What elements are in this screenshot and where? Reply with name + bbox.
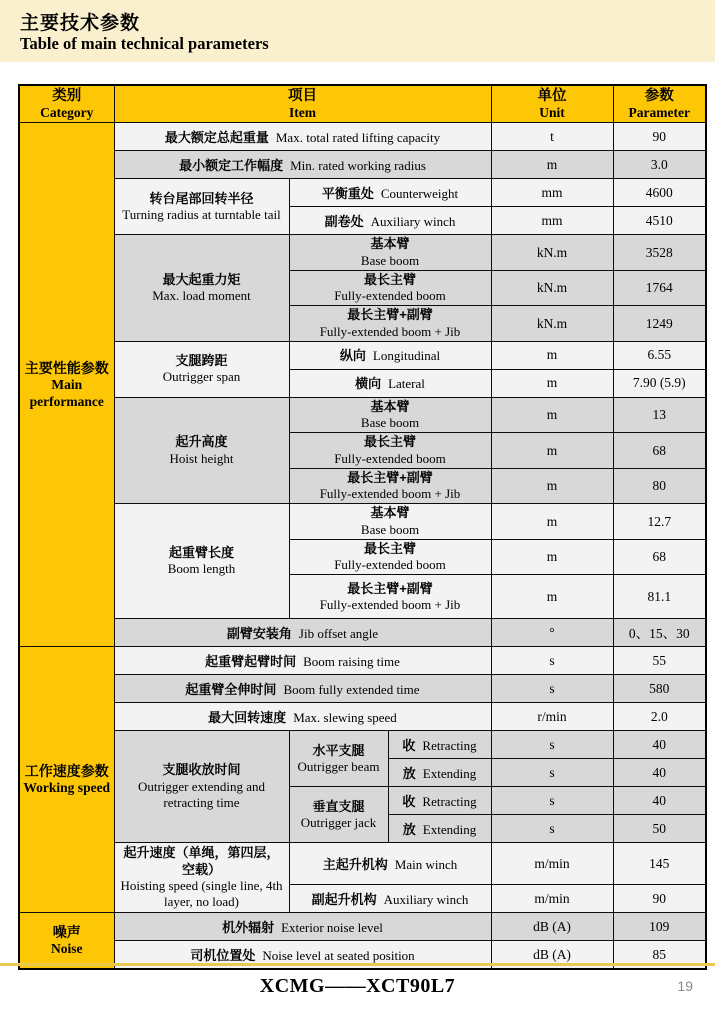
value-text: 1249 [645, 315, 673, 331]
unit-text: m [546, 375, 558, 391]
unit-text: s [549, 736, 555, 752]
unit-cell [491, 306, 613, 342]
unit-cell [491, 647, 613, 675]
table-row [19, 397, 706, 433]
technical-parameters-table [18, 84, 707, 970]
category-working-speed-en: Working speed [23, 780, 111, 796]
item-en: Boom raising time [303, 653, 400, 669]
value-cell [613, 575, 706, 619]
group-en: Outrigger extending and retracting time [137, 778, 266, 810]
item-zh: 横向 [355, 376, 382, 392]
item-zh: 基本臂 [370, 505, 410, 521]
item-en: Counterweight [380, 185, 459, 201]
item-cell [289, 575, 491, 619]
unit-text: m [546, 442, 558, 458]
value-text: 85 [652, 946, 666, 962]
group-zh: 转台尾部回转半径 [149, 190, 254, 206]
item-cell [114, 619, 491, 647]
unit-text: ° [549, 624, 555, 640]
item-cell [289, 207, 491, 235]
unit-cell [491, 539, 613, 575]
item-en: Noise level at seated position [262, 947, 415, 963]
value-text: 145 [649, 855, 670, 871]
value-cell [613, 731, 706, 759]
unit-cell [491, 235, 613, 271]
group-hoist-height [114, 397, 289, 504]
category-working-speed [19, 647, 114, 913]
item-cell [289, 504, 491, 540]
item-cell [388, 731, 491, 759]
item-zh: 最长主臂 [363, 540, 416, 556]
item-en: Auxiliary winch [370, 213, 456, 229]
header-category-zh: 类别 [52, 88, 82, 104]
unit-text: r/min [537, 708, 567, 724]
group-hoisting-speed [114, 843, 289, 913]
item-zh: 最长主臂+副臂 [347, 469, 433, 485]
table-row [19, 731, 706, 759]
table-header-row [19, 85, 706, 123]
unit-cell [491, 504, 613, 540]
value-text: 4510 [645, 212, 673, 228]
header-parameter [613, 85, 706, 123]
unit-cell [491, 433, 613, 469]
item-zh: 最长主臂+副臂 [347, 580, 433, 596]
unit-text: dB (A) [533, 946, 571, 962]
page-title-en: Table of main technical parameters [20, 34, 269, 53]
item-cell [114, 647, 491, 675]
header-parameter-zh: 参数 [644, 88, 674, 104]
group-en: Hoisting speed (single line, 4th layer, no load) [120, 877, 283, 910]
category-noise-en: Noise [51, 941, 83, 957]
value-cell [613, 885, 706, 913]
value-cell [613, 179, 706, 207]
value-text: 68 [652, 442, 666, 458]
item-cell [289, 341, 491, 369]
item-zh: 放 [402, 821, 416, 837]
unit-text: s [549, 764, 555, 780]
item-en: Extending [422, 821, 477, 837]
unit-text: m [546, 156, 558, 172]
group-outrigger-span [114, 341, 289, 397]
unit-text: s [549, 652, 555, 668]
page-title-zh: 主要技术参数 [20, 13, 141, 34]
group-outrigger-time [114, 731, 289, 843]
item-cell [114, 151, 491, 179]
header-unit-en: Unit [539, 105, 565, 121]
value-cell [613, 151, 706, 179]
header-item [114, 85, 491, 123]
item-zh: 副卷处 [324, 213, 364, 229]
unit-text: m [546, 588, 558, 604]
item-zh: 机外辐射 [222, 919, 275, 935]
category-working-speed-zh: 工作速度参数 [24, 763, 109, 780]
item-en: Fully-extended boom + Jib [319, 596, 461, 612]
value-cell [613, 675, 706, 703]
item-en: Boom fully extended time [283, 681, 420, 697]
unit-cell [491, 675, 613, 703]
item-zh: 起重臂全伸时间 [185, 681, 277, 697]
table-row [19, 619, 706, 647]
item-en: Fully-extended boom + Jib [319, 486, 461, 502]
unit-cell [491, 369, 613, 397]
item-zh: 副臂安装角 [226, 625, 292, 641]
item-cell [289, 270, 491, 306]
item-cell [388, 759, 491, 787]
value-cell [613, 539, 706, 575]
item-en: Fully-extended boom [334, 288, 446, 304]
value-text: 12.7 [647, 513, 672, 529]
value-cell [613, 815, 706, 843]
item-zh: 副起升机构 [311, 891, 377, 907]
unit-cell [491, 207, 613, 235]
value-text: 40 [652, 764, 666, 780]
group-en: Boom length [167, 561, 236, 577]
unit-cell [491, 787, 613, 815]
value-cell [613, 123, 706, 151]
group-outrigger-jack [289, 787, 388, 843]
value-cell [613, 207, 706, 235]
item-zh: 最小额定工作幅度 [179, 157, 284, 173]
value-cell [613, 270, 706, 306]
item-en: Auxiliary winch [383, 891, 469, 907]
unit-cell [491, 468, 613, 504]
category-main-performance-zh: 主要性能参数 [24, 359, 109, 376]
unit-cell [491, 731, 613, 759]
item-cell [289, 179, 491, 207]
item-zh: 主起升机构 [322, 856, 388, 872]
group-en: Outrigger span [162, 369, 241, 385]
unit-cell [491, 885, 613, 913]
unit-text: m/min [534, 890, 570, 906]
table-row [19, 504, 706, 540]
item-zh: 收 [402, 793, 416, 809]
unit-text: dB (A) [533, 918, 571, 934]
unit-text: mm [541, 212, 563, 228]
value-text: 6.55 [647, 347, 672, 363]
item-zh: 平衡重处 [321, 185, 374, 201]
unit-cell [491, 703, 613, 731]
item-cell [388, 815, 491, 843]
table-row [19, 843, 706, 885]
item-en: Max. slewing speed [293, 709, 397, 725]
item-zh: 最长主臂 [363, 271, 416, 287]
value-text: 50 [652, 820, 666, 836]
value-cell [613, 397, 706, 433]
header-parameter-en: Parameter [628, 105, 690, 121]
group-zh: 起升速度（单绳，第四层，空载） [123, 845, 280, 877]
unit-cell [491, 179, 613, 207]
value-cell [613, 504, 706, 540]
value-cell [613, 619, 706, 647]
group-en: Outrigger beam [297, 758, 380, 774]
value-text: 13 [652, 407, 666, 423]
group-en: Outrigger jack [300, 814, 377, 830]
table-row [19, 703, 706, 731]
header-unit [491, 85, 613, 123]
table-row [19, 341, 706, 369]
unit-text: kN.m [536, 244, 568, 260]
group-load-moment [114, 235, 289, 342]
item-zh: 司机位置处 [190, 947, 256, 963]
unit-text: s [549, 792, 555, 808]
item-en: Lateral [388, 376, 425, 392]
item-en: Longitudinal [372, 348, 441, 364]
item-cell [289, 369, 491, 397]
item-cell [289, 843, 491, 885]
group-zh: 起升高度 [175, 434, 228, 450]
header-category-en: Category [40, 105, 94, 121]
title-band [0, 0, 715, 62]
value-cell [613, 647, 706, 675]
item-cell [114, 703, 491, 731]
table-row [19, 675, 706, 703]
value-cell [613, 759, 706, 787]
item-cell [289, 433, 491, 469]
item-en: Base boom [360, 521, 420, 537]
item-en: Base boom [360, 252, 420, 268]
table-row [19, 647, 706, 675]
item-zh: 放 [402, 765, 416, 781]
unit-cell [491, 815, 613, 843]
category-main-performance [19, 123, 114, 647]
value-text: 580 [649, 680, 670, 696]
unit-text: m [546, 347, 558, 363]
header-item-en: Item [289, 105, 316, 121]
item-cell [114, 123, 491, 151]
group-zh: 支腿收放时间 [162, 762, 241, 778]
item-zh: 收 [402, 737, 416, 753]
item-en: Exterior noise level [281, 919, 383, 935]
item-zh: 纵向 [339, 348, 366, 364]
value-text: 3528 [645, 244, 673, 260]
header-unit-zh: 单位 [537, 88, 567, 104]
table-row [19, 179, 706, 207]
item-zh: 最长主臂+副臂 [347, 307, 433, 323]
item-en: Retracting [422, 793, 477, 809]
group-en: Hoist height [169, 450, 234, 466]
unit-text: m [546, 549, 558, 565]
value-cell [613, 341, 706, 369]
value-cell [613, 843, 706, 885]
item-cell [114, 913, 491, 941]
value-text: 109 [649, 918, 670, 934]
group-zh: 支腿跨距 [175, 353, 228, 369]
item-en: Jib offset angle [298, 625, 379, 641]
table-row [19, 235, 706, 271]
group-turning-radius [114, 179, 289, 235]
unit-text: s [549, 820, 555, 836]
value-text: 4600 [645, 184, 673, 200]
page-number: 19 [677, 978, 693, 994]
value-text: 3.0 [650, 156, 668, 172]
table-row [19, 123, 706, 151]
unit-cell [491, 151, 613, 179]
category-noise-zh: 噪声 [52, 924, 81, 941]
value-text: 40 [652, 792, 666, 808]
unit-text: kN.m [536, 280, 568, 296]
item-en: Fully-extended boom [334, 450, 446, 466]
value-text: 55 [652, 652, 666, 668]
header-category [19, 85, 114, 123]
item-zh: 基本臂 [370, 236, 410, 252]
value-text: 7.90 (5.9) [632, 375, 686, 391]
unit-cell [491, 913, 613, 941]
item-cell [114, 675, 491, 703]
item-cell [289, 397, 491, 433]
item-en: Main winch [394, 856, 458, 872]
item-cell [289, 885, 491, 913]
value-cell [613, 468, 706, 504]
value-cell [613, 306, 706, 342]
value-text: 1764 [645, 280, 673, 296]
unit-text: m [546, 513, 558, 529]
item-en: Extending [422, 765, 477, 781]
unit-text: t [550, 128, 554, 144]
group-boom-length [114, 504, 289, 619]
group-zh: 最大起重力矩 [162, 271, 241, 287]
item-en: Fully-extended boom [334, 557, 446, 573]
footer-divider-line [0, 963, 715, 966]
item-en: Min. rated working radius [290, 157, 426, 173]
unit-text: m [546, 478, 558, 494]
category-main-performance-en: Main performance [29, 377, 104, 409]
unit-text: kN.m [536, 315, 568, 331]
value-text: 40 [652, 736, 666, 752]
item-en: Fully-extended boom + Jib [319, 323, 461, 339]
value-cell [613, 913, 706, 941]
item-zh: 起重臂起臂时间 [205, 653, 297, 669]
item-cell [289, 306, 491, 342]
unit-cell [491, 843, 613, 885]
value-text: 81.1 [647, 588, 672, 604]
value-cell [613, 787, 706, 815]
item-zh: 基本臂 [370, 398, 410, 414]
unit-text: m [546, 407, 558, 423]
unit-cell [491, 759, 613, 787]
unit-text: s [549, 680, 555, 696]
value-text: 90 [652, 128, 666, 144]
item-zh: 最长主臂 [363, 434, 416, 450]
value-text: 90 [652, 890, 666, 906]
value-cell [613, 369, 706, 397]
unit-cell [491, 270, 613, 306]
value-text: 68 [652, 549, 666, 565]
item-cell [289, 539, 491, 575]
item-cell [289, 468, 491, 504]
group-en: Turning radius at turntable tail [122, 206, 281, 222]
group-zh: 垂直支腿 [312, 798, 365, 814]
unit-text: m/min [534, 855, 570, 871]
value-cell [613, 235, 706, 271]
footer-model-text: XCMG——XCT90L7 [259, 975, 456, 997]
value-cell [613, 433, 706, 469]
value-text: 80 [652, 478, 666, 494]
group-zh: 起重臂长度 [168, 545, 234, 561]
item-zh: 最大回转速度 [208, 709, 287, 725]
unit-text: mm [541, 184, 563, 200]
item-zh: 最大额定总起重量 [164, 129, 269, 145]
item-cell [388, 787, 491, 815]
unit-cell [491, 341, 613, 369]
value-cell [613, 703, 706, 731]
group-zh: 水平支腿 [312, 742, 365, 758]
unit-cell [491, 575, 613, 619]
unit-cell [491, 123, 613, 151]
group-outrigger-beam [289, 731, 388, 787]
group-en: Max. load moment [152, 288, 251, 304]
header-item-zh: 项目 [288, 88, 317, 104]
unit-cell [491, 397, 613, 433]
value-text: 0、15、30 [628, 626, 690, 642]
table-row [19, 151, 706, 179]
value-text: 2.0 [650, 708, 668, 724]
item-en: Max. total rated lifting capacity [275, 129, 441, 145]
item-cell [289, 235, 491, 271]
category-noise [19, 913, 114, 969]
unit-cell [491, 619, 613, 647]
item-en: Retracting [422, 737, 477, 753]
item-en: Base boom [360, 415, 420, 431]
table-row [19, 913, 706, 941]
